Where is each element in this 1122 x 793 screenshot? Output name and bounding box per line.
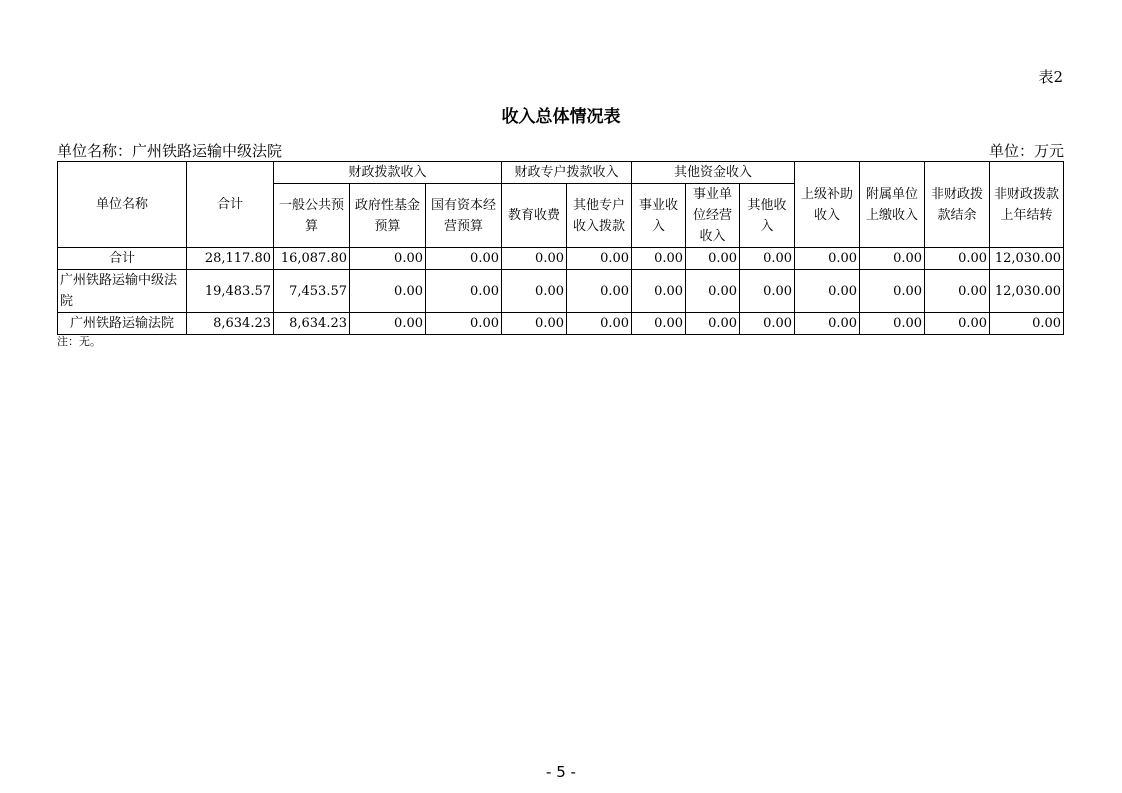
header-group-other: 其他资金收入: [632, 162, 795, 184]
header-gov-fund: 政府性基金预算: [350, 184, 426, 248]
cell-value: 0.00: [925, 248, 990, 270]
header-group-special: 财政专户拨款收入: [502, 162, 632, 184]
table-row: [58, 248, 1064, 270]
cell-value: 0.00: [426, 313, 502, 335]
header-group-fiscal: 财政拨款收入: [274, 162, 502, 184]
income-summary-table: [57, 161, 1064, 335]
page-title: 收入总体情况表: [501, 107, 621, 127]
cell-value: 0.00: [740, 313, 795, 335]
header-nonfiscal-balance: 非财政拨款结余: [925, 162, 990, 248]
cell-value: 0.00: [860, 313, 925, 335]
cell-value: 0.00: [860, 270, 925, 313]
header-edu-fee: 教育收费: [502, 184, 567, 248]
cell-value: 0.00: [350, 248, 426, 270]
cell-value: 16,087.80: [274, 248, 350, 270]
cell-value: 8,634.23: [274, 313, 350, 335]
page-number: - 5 -: [546, 763, 576, 781]
header-other-special: 其他专户收入拨款: [567, 184, 632, 248]
header-business-income: 事业收入: [632, 184, 686, 248]
cell-value: 0.00: [740, 248, 795, 270]
cell-value: 0.00: [567, 270, 632, 313]
cell-value: 0.00: [567, 248, 632, 270]
table-note: 注：无。: [57, 335, 101, 348]
cell-value: 0.00: [350, 270, 426, 313]
header-state-capital: 国有资本经营预算: [426, 184, 502, 248]
cell-value: 0.00: [426, 270, 502, 313]
header-other-income: 其他收入: [740, 184, 795, 248]
cell-value: 12,030.00: [990, 248, 1064, 270]
header-general-budget: 一般公共预算: [274, 184, 350, 248]
cell-total: 8,634.23: [187, 313, 274, 335]
cell-total: 19,483.57: [187, 270, 274, 313]
cell-value: 0.00: [686, 248, 740, 270]
cell-value: 0.00: [502, 313, 567, 335]
cell-value: 0.00: [795, 248, 860, 270]
currency-unit-label: 单位：万元: [988, 142, 1064, 160]
row-name: 广州铁路运输法院: [58, 313, 187, 335]
cell-value: 0.00: [795, 313, 860, 335]
cell-value: 0.00: [632, 270, 686, 313]
cell-value: 0.00: [925, 313, 990, 335]
cell-value: 0.00: [686, 313, 740, 335]
header-subsidy: 上级补助收入: [795, 162, 860, 248]
cell-value: 0.00: [502, 270, 567, 313]
cell-value: 0.00: [632, 248, 686, 270]
header-unit-name: 单位名称: [58, 162, 187, 248]
cell-value: 0.00: [502, 248, 567, 270]
cell-value: 0.00: [990, 313, 1064, 335]
cell-value: 0.00: [860, 248, 925, 270]
cell-value: 0.00: [686, 270, 740, 313]
cell-value: 0.00: [426, 248, 502, 270]
table-number: 表2: [1038, 68, 1063, 86]
header-affiliated: 附属单位上缴收入: [860, 162, 925, 248]
cell-value: 0.00: [795, 270, 860, 313]
cell-value: 12,030.00: [990, 270, 1064, 313]
table-row: [58, 270, 1064, 313]
cell-value: 0.00: [350, 313, 426, 335]
unit-name-label: 单位名称：广州铁路运输中级法院: [57, 142, 283, 160]
cell-value: 7,453.57: [274, 270, 350, 313]
row-name: 合计: [58, 248, 187, 270]
cell-value: 0.00: [632, 313, 686, 335]
header-nonfiscal-carry: 非财政拨款上年结转: [990, 162, 1064, 248]
table-row: [58, 313, 1064, 335]
header-total: 合计: [187, 162, 274, 248]
cell-value: 0.00: [740, 270, 795, 313]
header-row-1: [58, 162, 1064, 184]
row-name: 广州铁路运输中级法院: [58, 270, 187, 313]
cell-value: 0.00: [567, 313, 632, 335]
cell-value: 0.00: [925, 270, 990, 313]
header-business-unit-income: 事业单位经营收入: [686, 184, 740, 248]
cell-total: 28,117.80: [187, 248, 274, 270]
